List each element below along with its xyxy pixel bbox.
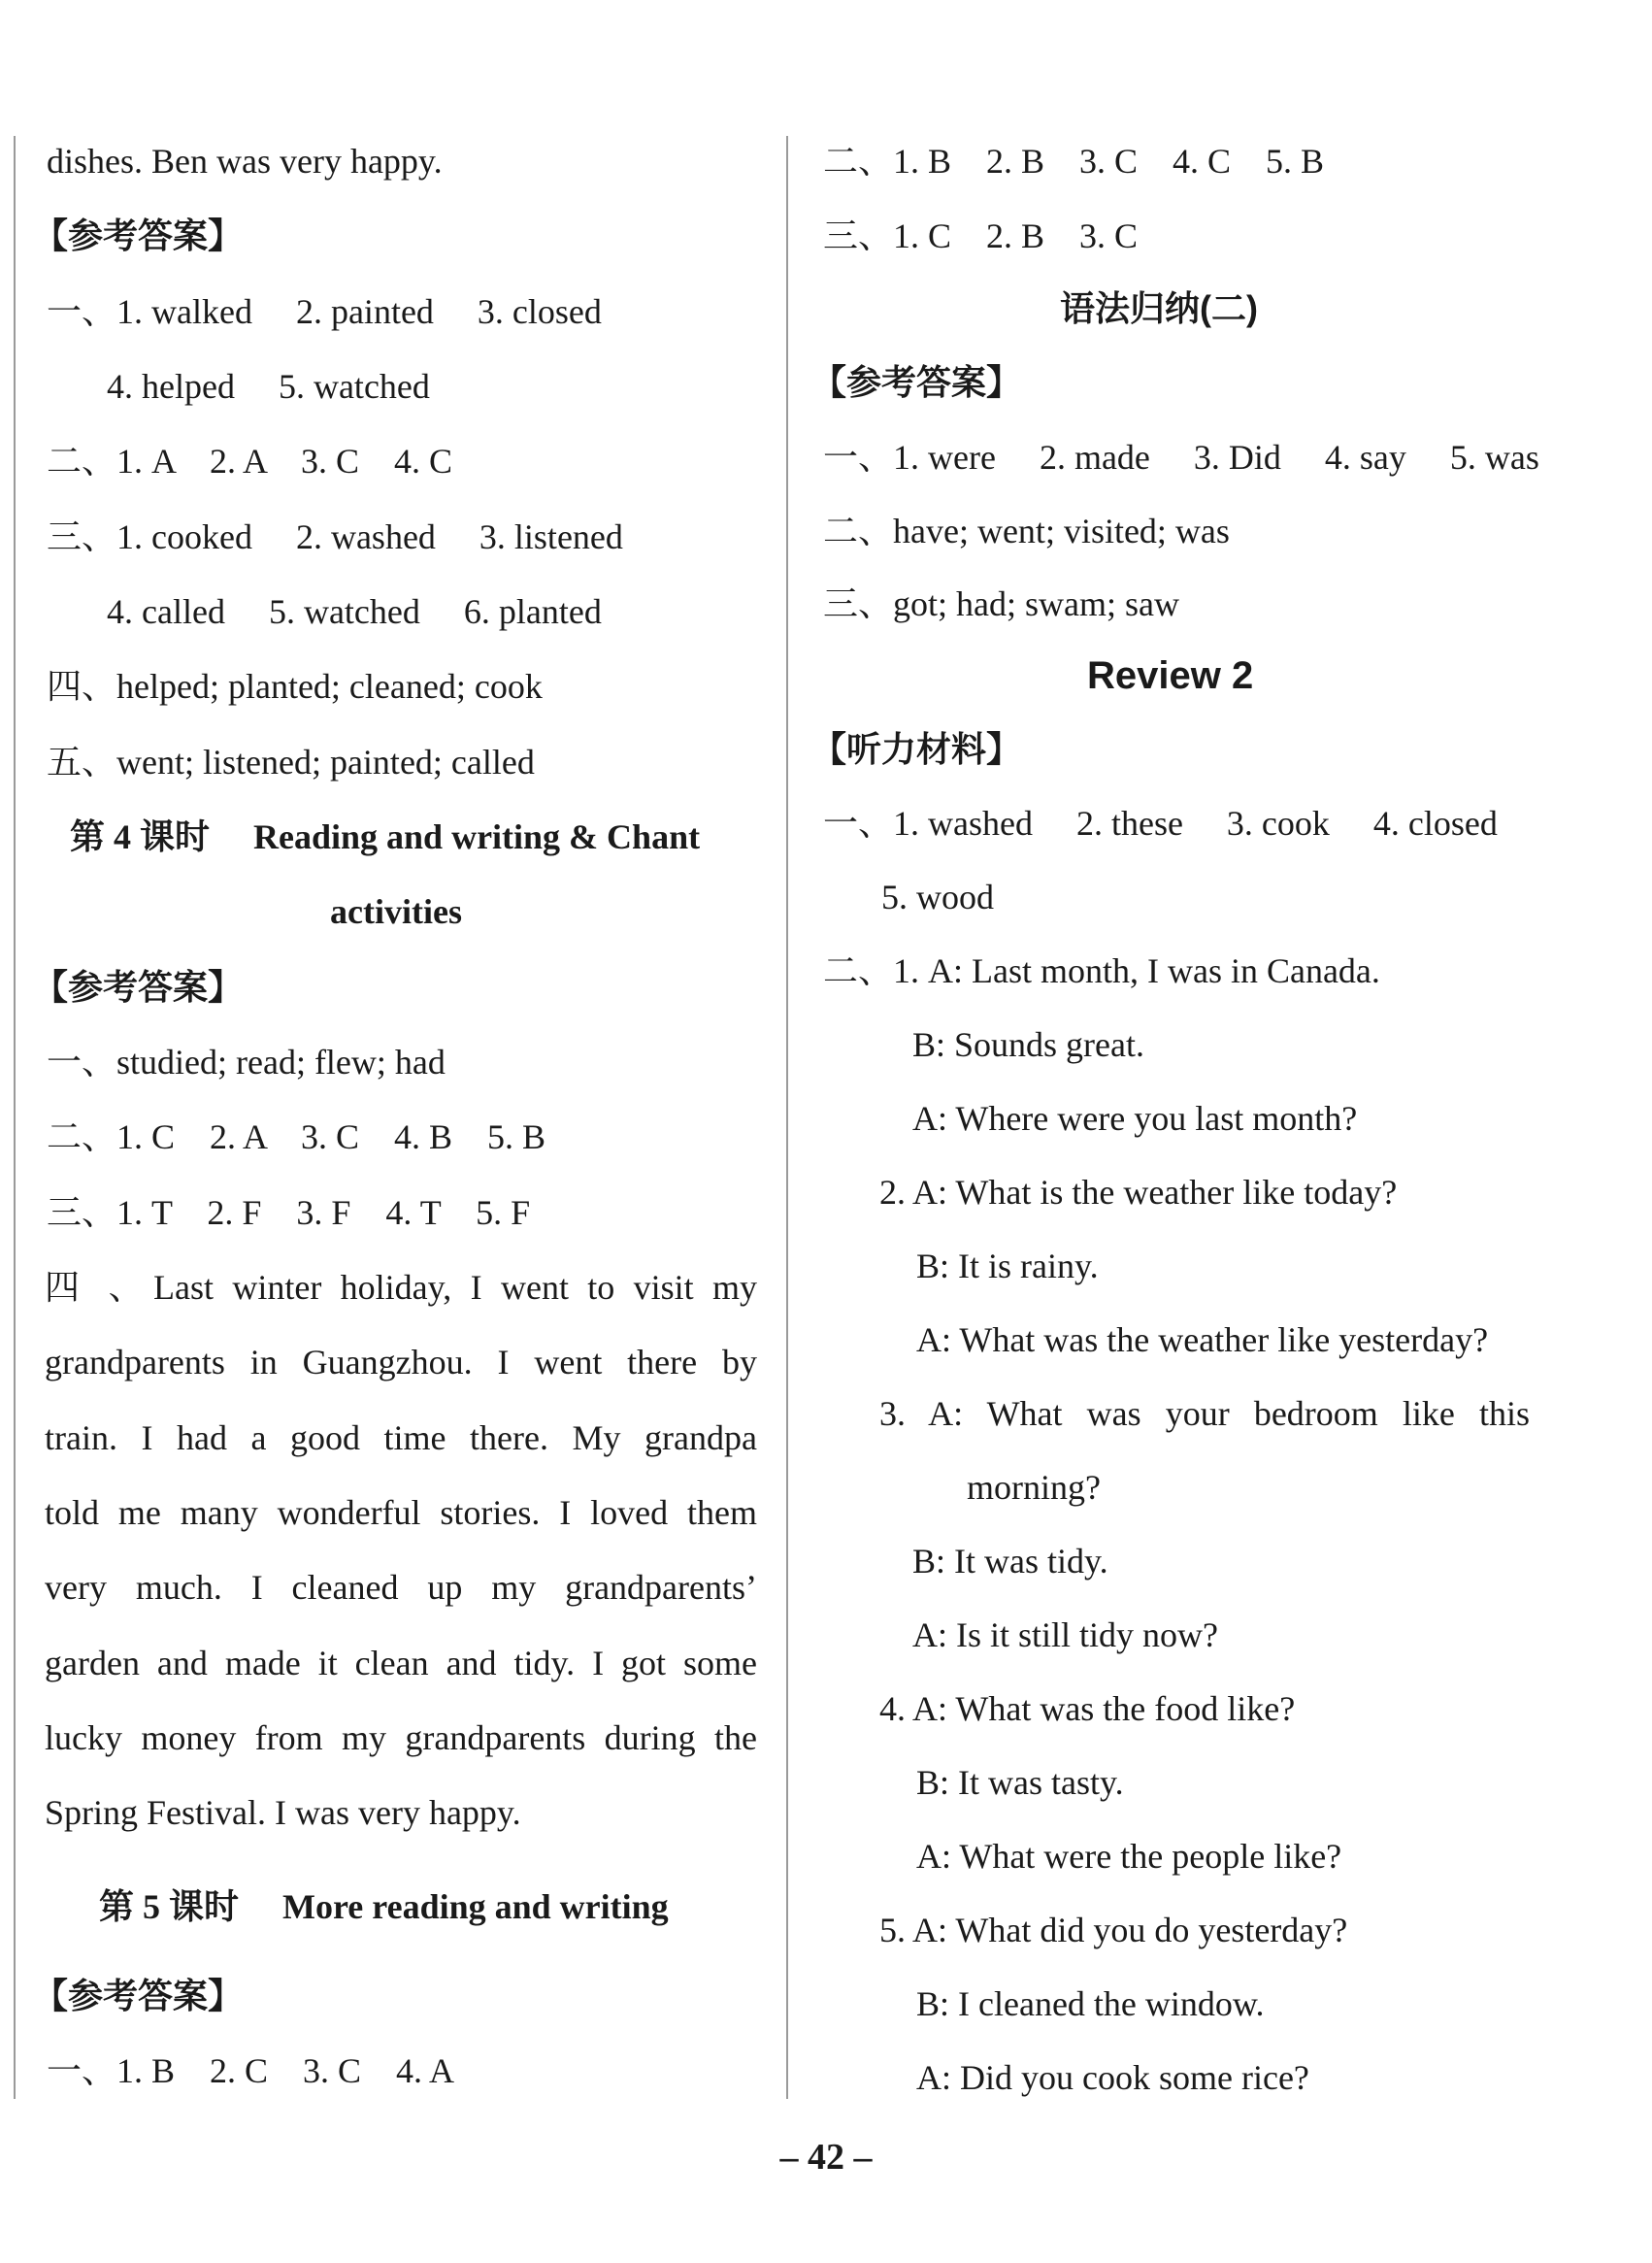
dialogue-line: A: Did you cook some rice? [916,2058,1309,2097]
dialogue-line: B: It is rainy. [916,1247,1099,1285]
dialogue-line: 4. A: What was the food like? [879,1689,1296,1728]
answer-line: 五、went; listened; painted; called [47,743,535,782]
lesson-4-heading: 第 4 课时 Reading and writing & Chant [70,817,701,856]
dialogue-line: A: Is it still tidy now? [912,1615,1218,1654]
dialogue-line: A: Where were you last month? [912,1099,1358,1138]
dialogue-line: B: It was tasty. [916,1763,1124,1802]
writing-line: garden and made it clean and tidy. I got some [45,1644,757,1682]
writing-line: train. I had a good time there. My grandpa [45,1418,757,1457]
answer-line: 一、1. B 2. C 3. C 4. A [47,2051,455,2090]
grammar-summary-heading: 语法归纳(二) [1060,288,1258,328]
dialogue-line: B: It was tidy. [912,1542,1108,1581]
answer-line: 四、helped; planted; cleaned; cook [47,667,543,706]
lesson-5-heading: 第 5 课时 More reading and writing [99,1887,669,1926]
answer-heading: 【参考答案】 [33,968,244,1007]
answer-heading: 【参考答案】 [33,216,244,255]
dialogue-line: B: I cleaned the window. [916,1984,1265,2023]
answer-heading: 【参考答案】 [811,363,1022,402]
answer-line: 三、1. C 2. B 3. C [823,216,1139,255]
answer-line: 一、1. walked 2. painted 3. closed [47,292,602,331]
dialogue-line: B: Sounds great. [912,1025,1144,1064]
page-number: – 42 – [779,2137,873,2178]
writing-line: Spring Festival. I was very happy. [45,1793,521,1832]
listening-line: 一、1. washed 2. these 3. cook 4. closed [823,804,1498,843]
lesson-4-heading-cont: activities [330,892,462,931]
dialogue-line: 2. A: What is the weather like today? [879,1173,1398,1212]
answer-line: 一、studied; read; flew; had [47,1043,446,1082]
paragraph-end: dishes. Ben was very happy. [47,142,443,181]
answer-line: 一、1. were 2. made 3. Did 4. say 5. was [823,438,1539,477]
listening-line: 5. wood [881,878,994,916]
answer-line: 三、1. cooked 2. washed 3. listened [47,517,623,556]
dialogue-line: 5. A: What did you do yesterday? [879,1911,1348,1949]
answer-line: 二、1. A 2. A 3. C 4. C [47,442,453,481]
dialogue-line: morning? [967,1468,1101,1507]
answer-line: 三、got; had; swam; saw [823,584,1179,623]
dialogue-line: A: What was the weather like yesterday? [916,1320,1489,1359]
writing-line: grandparents in Guangzhou. I went there by [45,1343,757,1381]
writing-line: very much. I cleaned up my grandparents’ [45,1568,757,1607]
answer-line: 二、1. B 2. B 3. C 4. C 5. B [823,142,1325,181]
answer-line: 4. helped 5. watched [107,367,430,406]
dialogue-line: 3. A: What was your bedroom like this [879,1394,1530,1433]
column-divider [786,136,788,2099]
dialogue-line: 二、1. A: Last month, I was in Canada. [823,951,1380,990]
answer-line: 4. called 5. watched 6. planted [107,592,602,631]
listening-material-heading: 【听力材料】 [811,730,1022,769]
writing-line: lucky money from my grandparents during the [45,1718,757,1757]
dialogue-line: A: What were the people like? [916,1837,1342,1876]
answer-line: 二、1. C 2. A 3. C 4. B 5. B [47,1117,546,1156]
answer-line: 二、have; went; visited; was [823,512,1230,550]
writing-line: 四 、Last winter holiday, I went to visit my [45,1268,757,1307]
review-2-heading: Review 2 [1087,654,1254,697]
answer-heading: 【参考答案】 [33,1977,244,2015]
writing-line: told me many wonderful stories. I loved them [45,1493,757,1532]
answer-line: 三、1. T 2. F 3. F 4. T 5. F [47,1193,531,1232]
left-margin-rule [14,136,16,2099]
